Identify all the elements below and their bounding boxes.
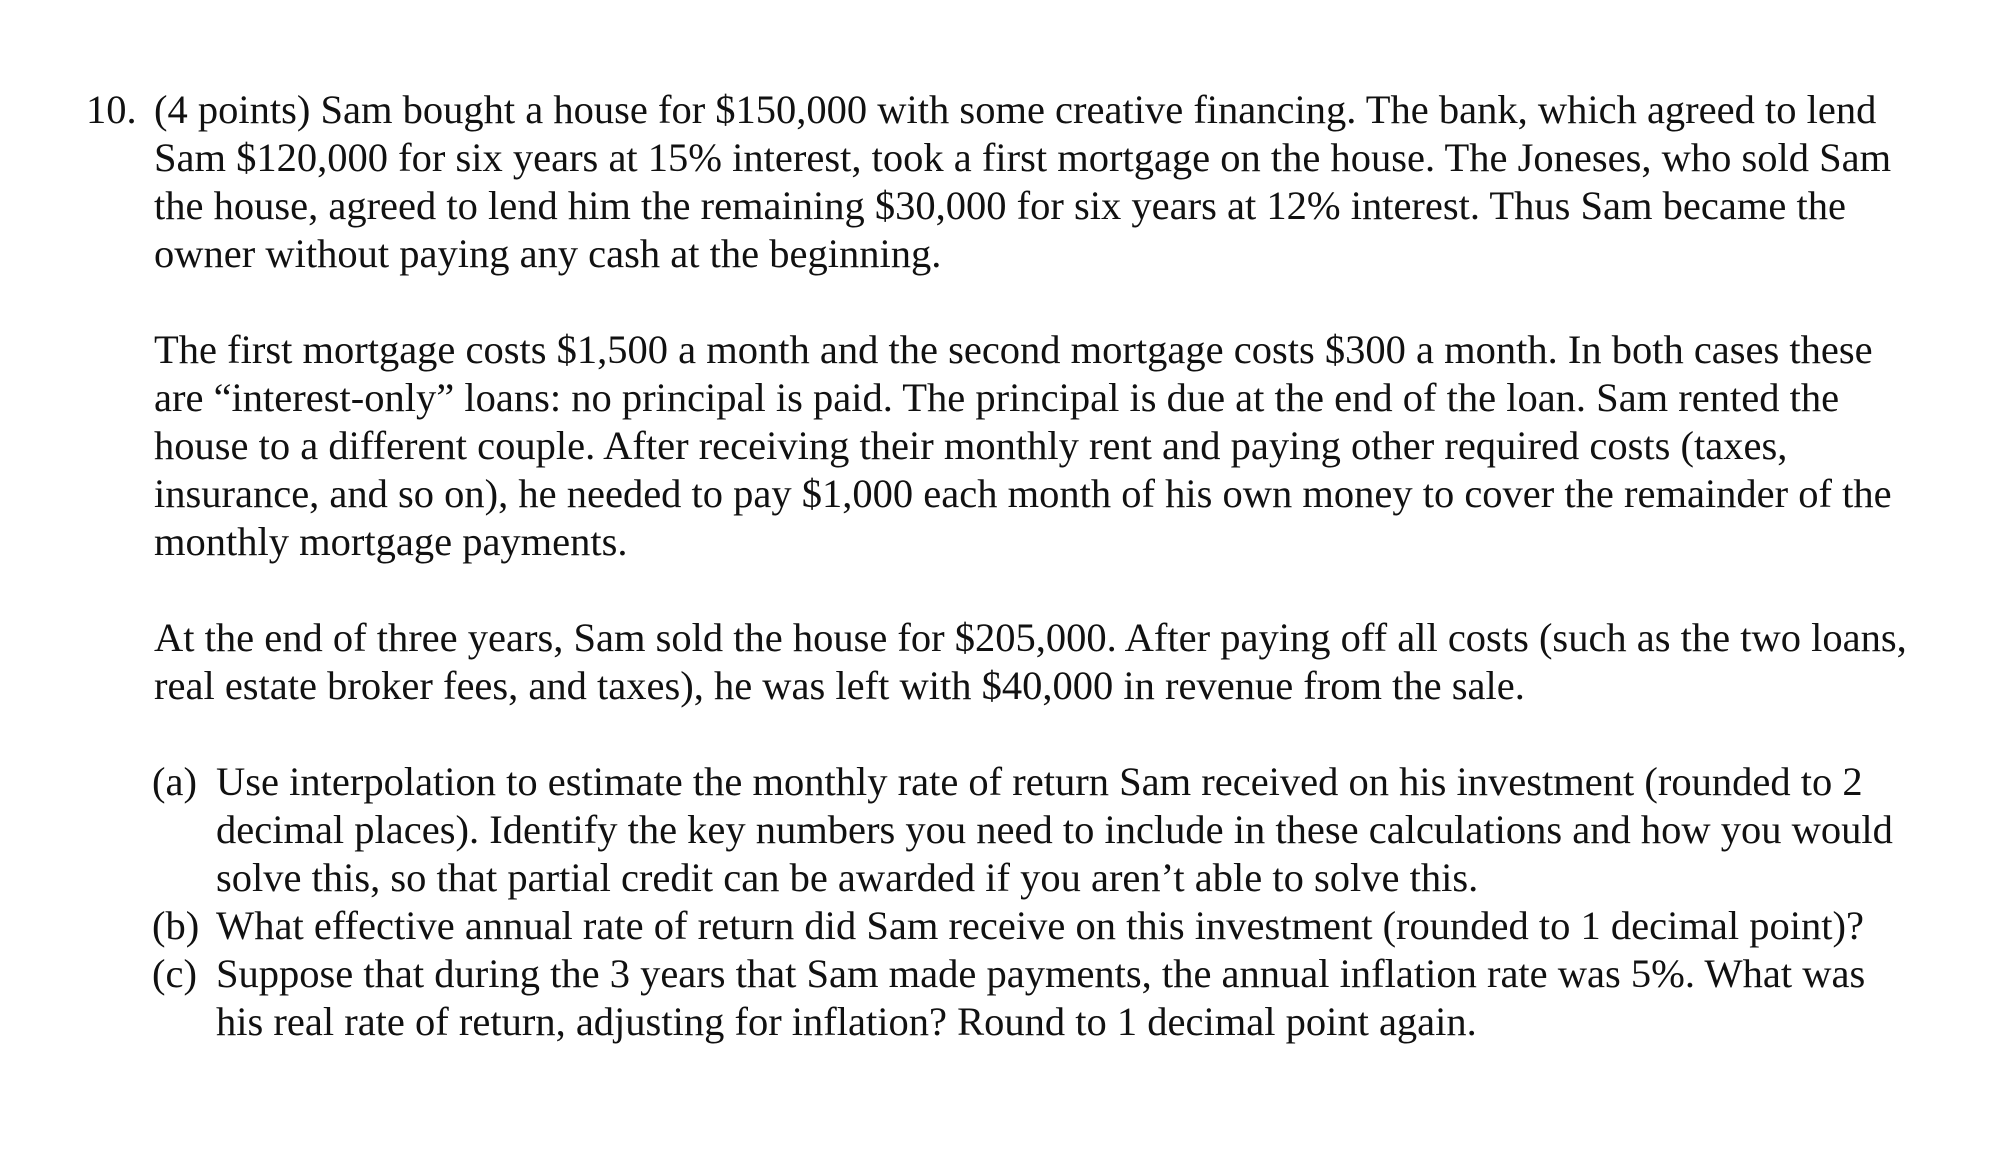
part-c [152,950,1916,1046]
part-b-label: (b) [152,903,200,948]
part-b-text: What effective annual rate of return did Sam receive on this investment (rounded to 1 decimal point)? [216,903,1864,948]
paragraph-mortgage-costs: The first mortgage costs $1,500 a month and the second mortgage costs $300 a month. In both cases these are “interest-only” loans: no principal is paid. The principal is due at the end of the loan. Sam rented the house to a different couple. After receiving their monthly rent and paying other required costs (taxes, insurance, and so on), he needed to pay $1,000 each month of his own money to cover the remainder of the monthly mortgage payments. [154,327,1892,564]
part-b [152,902,1916,950]
question-number: 10. [86,87,137,132]
part-a-text: Use interpolation to estimate the monthly rate of return Sam received on his investment (rounded to 2 decimal places). Identify the key numbers you need to include in these calculations and how you would solve this, so that partial credit can be awarded if you aren’t able to solve this. [216,759,1893,900]
part-a [152,758,1916,902]
question-header [86,86,1916,278]
question-parts [86,758,1916,1046]
question-intro: (4 points) Sam bought a house for $150,000 with some creative financing. The bank, which agreed to lend Sam $120,000 for six years at 15% interest, took a first mortgage on the house. The Joneses, who sold Sam the house, agreed to lend him the remaining $30,000 for six years at 12% interest. Thus Sam became the owner without paying any cash at the beginning. [154,87,1892,276]
paragraph-sale: At the end of three years, Sam sold the house for $205,000. After paying off all costs (such as the two loans, real estate broker fees, and taxes), he was left with $40,000 in revenue from the sale. [154,615,1907,708]
part-c-label: (c) [152,951,197,996]
part-a-label: (a) [152,759,197,804]
question-10 [86,86,1916,1046]
part-c-text: Suppose that during the 3 years that Sam made payments, the annual inflation rate was 5%. What was his real rate of return, adjusting for inflation? Round to 1 decimal point again. [216,951,1866,1044]
